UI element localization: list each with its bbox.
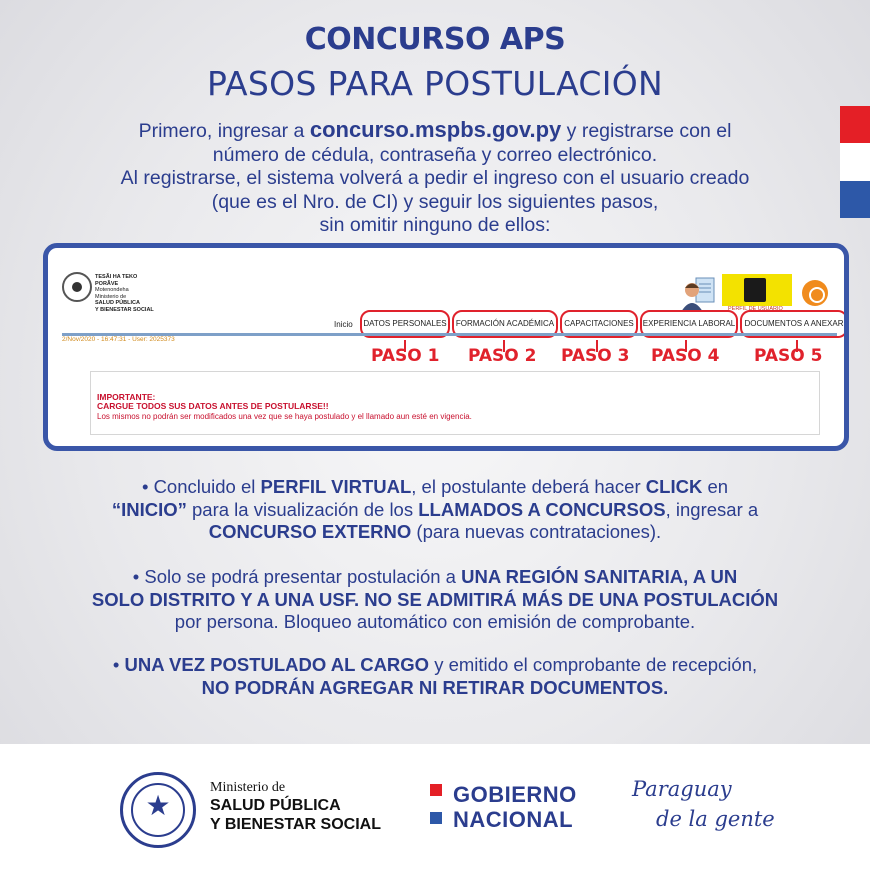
step-label: PASO 1 <box>371 346 440 366</box>
ministry-label: Ministerio de <box>210 780 286 795</box>
page-title: CONCURSO APS <box>304 22 566 57</box>
instruction-region: • Solo se podrá presentar postulación a UNA REGIÓN SANITARIA, A UN SOLO DISTRITO Y A UNA USF. NO SE ADMITIRÁ MÁS DE UNA POSTULACIÓN por persona. Bloqueo automático con emisión de comprobante. <box>91 566 779 632</box>
portal-screenshot <box>43 243 849 451</box>
power-logout-icon[interactable] <box>802 280 828 306</box>
gobierno-nacional-logo: GOBIERNO NACIONAL <box>453 782 577 832</box>
gov-blue-square-icon <box>430 812 442 824</box>
instruction-documentos: • UNA VEZ POSTULADO AL CARGO y emitido el comprobante de recepción, NO PODRÁN AGREGAR NI RETIRAR DOCUMENTOS. <box>112 654 758 698</box>
session-info: 2/Nov/2020 - 16:47:31 - User: 2025373 <box>62 336 175 343</box>
step-label: PASO 3 <box>561 346 630 366</box>
tab-formacion-academica[interactable]: FORMACIÓN ACADÉMICA <box>452 310 558 338</box>
paraguay-slogan: Paraguay de la gente <box>632 777 775 831</box>
step-label: PASO 2 <box>468 346 537 366</box>
menu-inicio[interactable]: Inicio <box>334 320 353 329</box>
instruction-perfil: • Concluido el PERFIL VIRTUAL, el postulante deberá hacer CLICK en “INICIO” para la visualización de los LLAMADOS A CONCURSOS, ingresar a CONCURSO EXTERNO (para nuevas contrataciones). <box>111 476 759 542</box>
tab-documentos-anexar[interactable]: DOCUMENTOS A ANEXAR <box>740 310 848 338</box>
step-label: PASO 5 <box>754 346 823 366</box>
user-profile-icon[interactable] <box>680 276 716 312</box>
important-notice: IMPORTANTE: CARGUE TODOS SUS DATOS ANTES DE POSTULARSE!! Los mismos no podrán ser modificados una vez que se haya postulado y el llamado aun esté en vigencia. <box>90 371 820 435</box>
page-subtitle: PASOS PARA POSTULACIÓN <box>206 64 664 103</box>
site-url[interactable]: concurso.mspbs.gov.py <box>309 117 562 142</box>
profile-book-icon[interactable]: PERFIL DE USUARIO <box>722 274 792 306</box>
paraguay-flag-stripe <box>840 106 870 218</box>
step-label: PASO 4 <box>651 346 720 366</box>
gov-red-square-icon <box>430 784 442 796</box>
ministry-seal-icon <box>62 272 92 302</box>
portal-logo-text: TESÃI HA TEKO PORÃVE Motenondeha Ministerio de SALUD PÚBLICA Y BIENESTAR SOCIAL <box>95 274 154 313</box>
footer <box>0 744 870 870</box>
intro-text: Primero, ingresar a concurso.mspbs.gov.py y registrarse con el número de cédula, contraseña y correo electrónico. Al registrarse, el sistema volverá a pedir el ingreso con el usuario creado (que es el Nro. de CI) y seguir los siguientes pasos, sin omitir ninguno de ellos: <box>120 117 750 236</box>
tab-experiencia-laboral[interactable]: EXPERIENCIA LABORAL <box>640 310 738 338</box>
portal-divider <box>62 333 837 336</box>
tab-datos-personales[interactable]: DATOS PERSONALES <box>360 310 450 338</box>
tab-capacitaciones[interactable]: CAPACITACIONES <box>560 310 638 338</box>
republic-seal-icon: ★ <box>120 772 196 848</box>
ministry-name: SALUD PÚBLICA Y BIENESTAR SOCIAL <box>210 797 381 833</box>
